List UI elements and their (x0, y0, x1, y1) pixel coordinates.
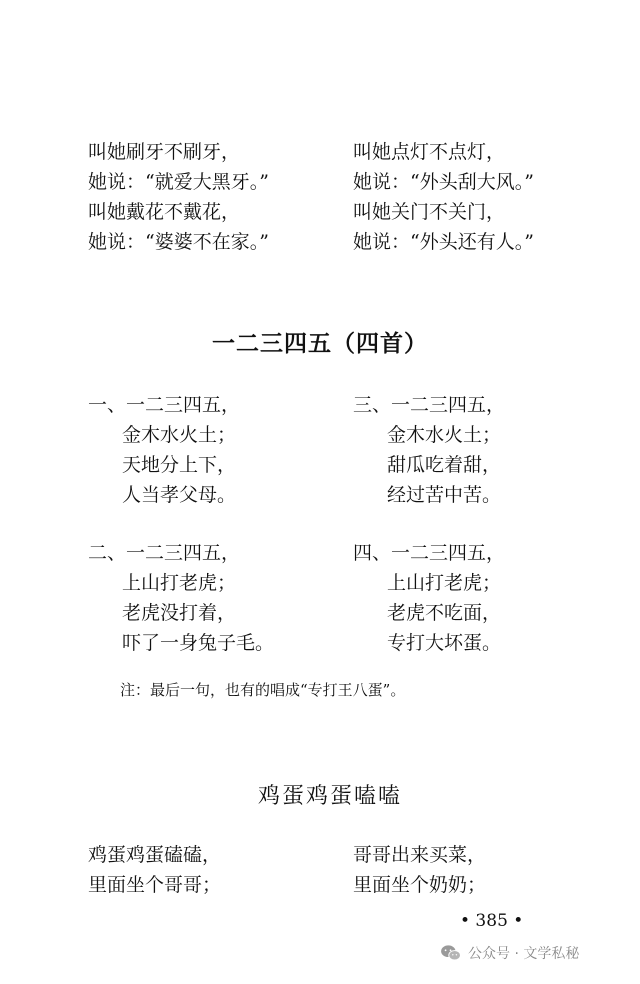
verse1-line-4: 人当孝父母。 (122, 484, 237, 506)
verse2-line-4: 吓了一身兔子毛。 (122, 632, 275, 654)
section1-right-line-3: 叫她关门不关门， (353, 201, 506, 223)
verse2-line-2: 上山打老虎； (122, 572, 237, 594)
verse2-line-1: 二、一二三四五， (88, 542, 241, 564)
poem2-title: 鸡蛋鸡蛋嗑嗑 (258, 784, 403, 809)
poem-title: 一二三四五（四首） (212, 330, 428, 357)
verse1-line-2: 金木水火土； (122, 424, 237, 446)
section1-right-line-1: 叫她点灯不点灯， (353, 141, 506, 163)
verse3-line-2: 金木水火土； (387, 424, 502, 446)
section1-right-line-4: 她说：“外头还有人。” (353, 231, 534, 253)
verse3-line-4: 经过苦中苦。 (387, 484, 502, 506)
verse4-line-2: 上山打老虎； (387, 572, 502, 594)
section1-left-line-1: 叫她刷牙不刷牙， (88, 141, 241, 163)
section1-left-line-4: 她说：“婆婆不在家。” (88, 231, 269, 253)
watermark (440, 943, 579, 963)
verse1-line-1: 一、一二三四五， (88, 394, 241, 416)
section1-right-line-2: 她说：“外头刮大风。” (353, 171, 534, 193)
verse3-line-3: 甜瓜吃着甜， (387, 454, 502, 476)
section3-right-line-1: 哥哥出来买菜， (353, 844, 487, 866)
verse4-line-3: 老虎不吃面， (387, 602, 502, 624)
section1-left-line-2: 她说：“就爱大黑牙。” (88, 171, 269, 193)
page-number: • 385 • (460, 911, 524, 931)
verse3-line-1: 三、一二三四五， (353, 394, 506, 416)
verse1-line-3: 天地分上下， (122, 454, 237, 476)
verse4-line-4: 专打大坏蛋。 (387, 632, 502, 654)
section1-left-line-3: 叫她戴花不戴花， (88, 201, 241, 223)
watermark-text: 公众号 · 文学私秘 (468, 946, 580, 962)
footnote: 注：最后一句，也有的唱成“专打王八蛋”。 (120, 681, 406, 699)
section3-left-line-1: 鸡蛋鸡蛋磕磕， (88, 844, 222, 866)
verse2-line-3: 老虎没打着， (122, 602, 237, 624)
wechat-icon (440, 944, 462, 962)
section3-left-line-2: 里面坐个哥哥； (88, 874, 222, 896)
section3-right-line-2: 里面坐个奶奶； (353, 874, 487, 896)
verse4-line-1: 四、一二三四五， (353, 542, 506, 564)
